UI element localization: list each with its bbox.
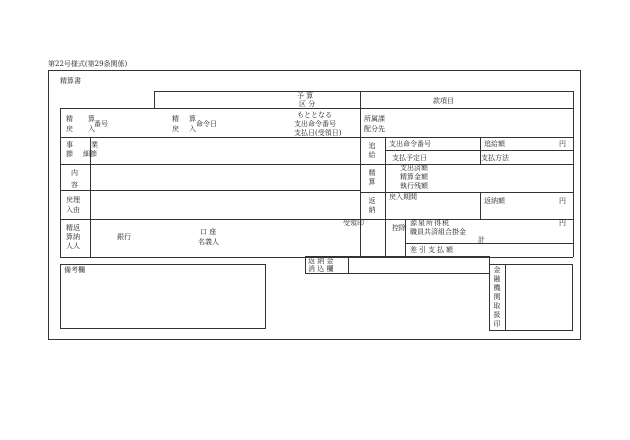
jigyou-1: 事	[66, 141, 73, 149]
setsu-2: 細節	[83, 150, 97, 158]
modori-1b: 戻	[172, 125, 179, 133]
payee-1c: 人人	[66, 242, 80, 250]
moto-3: 支払日(受領日)	[294, 129, 342, 137]
reiri-2: 入由	[66, 206, 80, 214]
shiharai-yotei: 支払予定日	[392, 154, 427, 162]
reiri-1: 戻理	[66, 196, 80, 204]
koujo-side: 控除	[392, 224, 406, 232]
henoukin-1: 返 納 金	[308, 257, 334, 265]
shozoku-2: 配分先	[364, 125, 385, 133]
seisan-2: 算	[88, 115, 95, 123]
budget-label-1: 予 算	[297, 92, 314, 100]
gensen: 源泉所得税	[410, 219, 450, 227]
form-title: 精算書	[60, 77, 81, 85]
seisan-kingaku: 精算金額	[400, 173, 428, 181]
shishutsu-no: 支出命令番号	[389, 140, 431, 148]
moto-1: もととなる	[297, 111, 332, 119]
modori-2b: 入	[189, 125, 196, 133]
tsuikyu-gaku: 追給額	[484, 140, 505, 148]
tsuikyu-side: 追給	[368, 142, 376, 159]
yen-2: 円	[559, 197, 566, 205]
meireibi: 命令日	[196, 120, 217, 128]
juryou-in: 受領印	[343, 219, 364, 227]
modori-1: 戻	[66, 125, 73, 133]
shishutsu-zumi: 支出済額	[400, 164, 428, 172]
kinyuu: 金融機関取扱印	[493, 266, 501, 328]
item-label: 款項目	[433, 97, 454, 105]
henoukin-2: 消 込 欄	[308, 265, 334, 273]
bangou: 番号	[94, 120, 108, 128]
modori-2: 入	[88, 125, 95, 133]
shiharai-houhou: 支払方法	[481, 154, 509, 162]
modori-kigen: 戻入期間	[389, 193, 417, 201]
setsu-1: 節	[66, 150, 73, 158]
budget-label-2: 区 分	[299, 100, 316, 108]
remarks-box	[60, 264, 266, 329]
henou-gaku: 返納額	[484, 197, 505, 205]
naiyou-2: 容	[71, 181, 78, 189]
payee-1a: 精返	[66, 224, 80, 232]
seisan-side: 精算	[368, 169, 376, 186]
kouza-2: 名義人	[198, 238, 219, 246]
naiyou-1: 内	[71, 169, 78, 177]
sashihiki: 差引支払額	[410, 246, 455, 254]
seisan-1b: 精	[172, 115, 179, 123]
shikkou-zan: 執行残額	[400, 182, 428, 190]
kouza-1: 口 座	[200, 228, 217, 236]
seisan-2b: 算	[189, 115, 196, 123]
shozoku-1: 所属課	[364, 115, 385, 123]
henou-side: 返納	[368, 197, 376, 214]
ginkou: 銀行	[117, 233, 131, 241]
yen-1: 円	[559, 140, 566, 148]
seisan-1: 精	[66, 115, 73, 123]
payee-1b: 算納	[66, 233, 80, 241]
form-number: 第22号様式(第29条関係)	[48, 60, 128, 68]
yen-3: 円	[559, 219, 566, 227]
kyousai: 職員共済組合掛金	[410, 228, 466, 236]
kei: 計	[478, 236, 485, 244]
kinyuu-box	[489, 264, 573, 331]
bikou: 備考欄	[64, 266, 85, 274]
moto-2: 支出命令番号	[294, 120, 336, 128]
jigyou-2: 業	[91, 141, 98, 149]
